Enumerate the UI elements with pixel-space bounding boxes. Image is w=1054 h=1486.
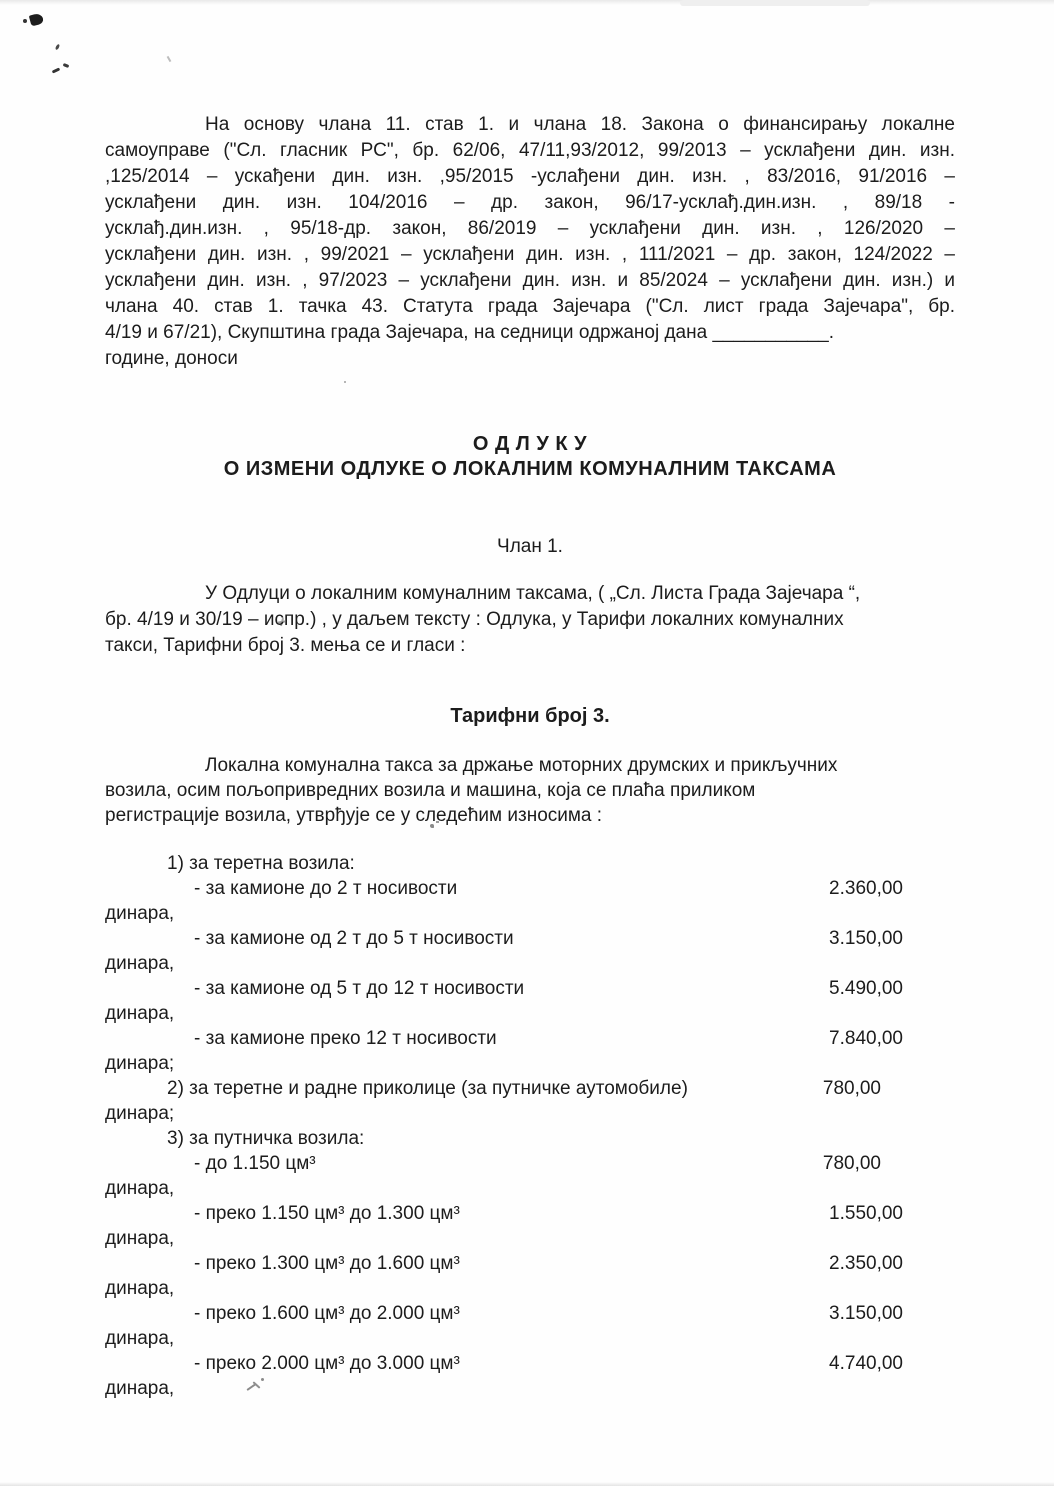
- tariff-number-heading: Тарифни број 3.: [450, 705, 610, 727]
- tariff-item-label: - за камионе од 5 т до 12 т носивости: [194, 978, 525, 999]
- tariff-item-label: - преко 1.300 цм³ до 1.600 цм³: [194, 1253, 460, 1274]
- tariff-item-suffix: динара,: [105, 1278, 175, 1299]
- tariff-item-label: - преко 2.000 цм³ до 3.000 цм³: [194, 1353, 460, 1374]
- ink-blob: [29, 13, 44, 27]
- ink-speck: [63, 63, 70, 68]
- intro-line: усклађени дин. изн. 104/2016 – др. закон, 96/17-усклађ.дин.изн. , 89/18 -: [105, 192, 955, 213]
- tariff-item-row: [105, 1301, 955, 1326]
- tariff-item-amount: 2.350,00: [829, 1253, 903, 1274]
- tariff-item-suffix: динара,: [105, 1228, 175, 1249]
- tariff-item-row: [105, 1076, 955, 1101]
- article-1-line: такси, Тарифни број 3. мења се и гласи :: [105, 635, 466, 656]
- decision-title-block: [105, 432, 955, 482]
- article-1-line: У Одлуци о локалним комуналним таксама, ( „Сл. Листа Града Зајечара “,: [205, 583, 861, 604]
- tariff-item-suffix: динара,: [105, 1378, 175, 1399]
- tariff-item-label: - до 1.150 цм³: [194, 1153, 316, 1174]
- intro-line: члана 40. став 1. тачка 43. Статута града Зајечара ("Сл. лист града Зајечара", бр.: [105, 296, 955, 317]
- tariff-list: [105, 851, 955, 1401]
- tariff-item-label: - за камионе од 2 т до 5 т носивости: [194, 928, 514, 949]
- intro-line: самоуправе ("Сл. гласник РС", бр. 62/06, 47/11,93/2012, 99/2013 – усклађени дин. изн.: [105, 140, 955, 161]
- tariff-item-row: [105, 1251, 955, 1276]
- article-1-heading: Члан 1.: [497, 536, 563, 557]
- tariff-item-amount: 3.150,00: [829, 928, 903, 949]
- tariff-item-suffix: динара;: [105, 1103, 175, 1124]
- tariff-item-row: [105, 1026, 955, 1051]
- tariff-item-row: [105, 976, 955, 1001]
- tariff-item-suffix: динара,: [105, 1178, 175, 1199]
- decision-title: О Д Л У К У: [472, 433, 588, 455]
- tariff-item-suffix: динара,: [105, 1003, 175, 1024]
- tariff-item-amount: 1.550,00: [829, 1203, 903, 1224]
- tariff-item-row: [105, 926, 955, 951]
- intro-line-session-date: 4/19 и 67/21), Скупштина града Зајечара, на седници одржаној дана ___________.: [105, 322, 834, 343]
- tariff-item-amount: 4.740,00: [829, 1353, 903, 1374]
- tariff-item-row: [105, 1351, 955, 1376]
- scan-edge-bottom: [0, 1482, 1054, 1486]
- tariff-item-amount: 780,00: [822, 1078, 881, 1099]
- tariff-item-label: - за камионе преко 12 т носивости: [194, 1028, 497, 1049]
- intro-line: усклађени дин. изн. , 99/2021 – усклађени дин. изн. , 111/2021 – др. закон, 124/2022 –: [105, 244, 955, 265]
- scan-edge-top: [0, 0, 1054, 5]
- intro-line: На основу члана 11. став 1. и члана 18. Закона о финансирању локалне: [205, 114, 955, 135]
- tariff-group-label: 1) за теретна возила:: [167, 853, 355, 874]
- tariff-item-suffix: динара;: [105, 1053, 175, 1074]
- tariff-item-suffix: динара,: [105, 953, 175, 974]
- tariff-item-amount: 5.490,00: [829, 978, 903, 999]
- ink-speck: [55, 44, 60, 51]
- tariff-item-row: [105, 1151, 955, 1176]
- intro-paragraph: [105, 112, 955, 372]
- scan-smudge: [680, 0, 870, 6]
- ink-speck: [52, 67, 61, 73]
- document-content: [105, 112, 955, 1401]
- intro-line: усклађени дин. изн. , 97/2023 – усклађени дин. изн. и 85/2024 – усклађени дин. изн.) и: [105, 270, 955, 291]
- tariff-item-amount: 780,00: [822, 1153, 881, 1174]
- decision-subtitle: О ИЗМЕНИ ОДЛУКЕ О ЛОКАЛНИМ КОМУНАЛНИМ ТАКСАМА: [223, 458, 837, 480]
- ink-speck: [23, 19, 27, 23]
- intro-line: године, доноси: [105, 348, 238, 369]
- tariff-item-suffix: динара,: [105, 903, 175, 924]
- tariff-item-label: - за камионе до 2 т носивости: [194, 878, 458, 899]
- tariff-intro-line: регистрације возила, утврђује се у следећим износима :: [105, 805, 603, 826]
- tariff-intro-paragraph: [105, 753, 955, 828]
- tariff-group-label: 3) за путничка возила:: [167, 1128, 365, 1149]
- ink-speck: [167, 56, 172, 62]
- tariff-item-row: [105, 876, 955, 901]
- tariff-item-amount: 3.150,00: [829, 1303, 903, 1324]
- tariff-item-row: [105, 1201, 955, 1226]
- tariff-item-suffix: динара,: [105, 1328, 175, 1349]
- tariff-intro-line: возила, осим пољопривредних возила и машина, која се плаћа приликом: [105, 780, 756, 801]
- tariff-intro-line: Локална комунална такса за држање моторних друмских и прикључних: [205, 755, 838, 776]
- tariff-item-label: - преко 1.150 цм³ до 1.300 цм³: [194, 1203, 460, 1224]
- article-1-paragraph: [105, 581, 955, 659]
- intro-line: усклађ.дин.изн. , 95/18-др. закон, 86/2019 – усклађени дин. изн. , 126/2020 –: [105, 218, 955, 239]
- article-1-line: бр. 4/19 и 30/19 – испр.) , у даљем тексту : Одлука, у Тарифи локалних комуналних: [105, 609, 844, 630]
- tariff-item-amount: 7.840,00: [829, 1028, 903, 1049]
- tariff-item-label: 2) за теретне и радне приколице (за путничке аутомобиле): [167, 1078, 688, 1099]
- intro-line: ,125/2014 – ускађени дин. изн. ,95/2015 -услађени дин. изн. , 83/2016, 91/2016 –: [105, 166, 955, 187]
- tariff-item-amount: 2.360,00: [829, 878, 903, 899]
- tariff-item-label: - преко 1.600 цм³ до 2.000 цм³: [194, 1303, 460, 1324]
